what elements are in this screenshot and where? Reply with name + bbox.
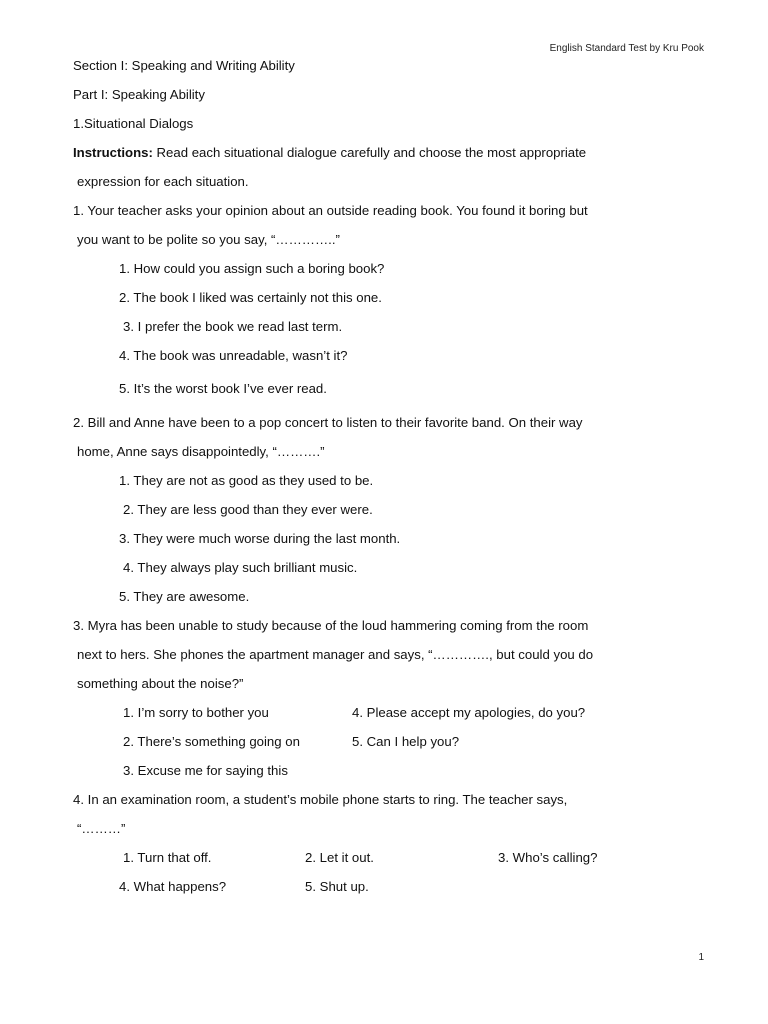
question-1-stem-line-1: 1. Your teacher asks your opinion about an outside reading book. You found it boring but bbox=[73, 203, 588, 218]
question-1-option-4: 4. The book was unreadable, wasn’t it? bbox=[119, 348, 348, 363]
instructions-text: Read each situational dialogue carefully and choose the most appropriate bbox=[156, 145, 587, 160]
question-4-option-2: 2. Let it out. bbox=[305, 850, 374, 865]
question-3-option-2: 2. There’s something going on bbox=[123, 734, 300, 749]
question-3-stem-line-2: next to hers. She phones the apartment manager and says, “…………., but could you do bbox=[77, 647, 594, 662]
question-4-option-1: 1. Turn that off. bbox=[123, 850, 212, 865]
question-1-option-5: 5. It’s the worst book I’ve ever read. bbox=[119, 381, 327, 396]
question-2-option-1: 1. They are not as good as they used to be. bbox=[119, 473, 374, 488]
instructions-line-2: expression for each situation. bbox=[77, 174, 249, 189]
question-4-stem-line-1: 4. In an examination room, a student’s mobile phone starts to ring. The teacher says, bbox=[73, 792, 568, 807]
page-header: English Standard Test by Kru Pook bbox=[549, 43, 704, 54]
section-title: Section I: Speaking and Writing Ability bbox=[73, 58, 295, 73]
question-1-option-1: 1. How could you assign such a boring book? bbox=[119, 261, 385, 276]
instructions-line-1 bbox=[73, 145, 586, 161]
question-2-option-5: 5. They are awesome. bbox=[119, 589, 250, 604]
question-2-option-4: 4. They always play such brilliant music. bbox=[123, 560, 358, 575]
question-4-option-3: 3. Who’s calling? bbox=[498, 850, 598, 865]
question-4-option-4: 4. What happens? bbox=[119, 879, 227, 894]
question-1-option-2: 2. The book I liked was certainly not this one. bbox=[119, 290, 382, 305]
question-1-option-3: 3. I prefer the book we read last term. bbox=[123, 319, 343, 334]
question-3-option-4: 4. Please accept my apologies, do you? bbox=[352, 705, 586, 720]
question-1-stem-line-2: you want to be polite so you say, “…………..” bbox=[77, 232, 340, 247]
instructions-label: Instructions: bbox=[73, 145, 153, 160]
subsection-title: 1.Situational Dialogs bbox=[73, 116, 194, 131]
question-4-stem-line-2: “………” bbox=[77, 821, 126, 836]
part-title: Part I: Speaking Ability bbox=[73, 87, 205, 102]
question-2-option-3: 3. They were much worse during the last month. bbox=[119, 531, 401, 546]
question-3-stem-line-1: 3. Myra has been unable to study because of the loud hammering coming from the room bbox=[73, 618, 589, 633]
question-2-stem-line-1: 2. Bill and Anne have been to a pop concert to listen to their favorite band. On their way bbox=[73, 415, 583, 430]
question-3-option-5: 5. Can I help you? bbox=[352, 734, 460, 749]
question-3-option-3: 3. Excuse me for saying this bbox=[123, 763, 288, 778]
question-4-option-5: 5. Shut up. bbox=[305, 879, 369, 894]
question-2-option-2: 2. They are less good than they ever were. bbox=[123, 502, 373, 517]
question-3-stem-line-3: something about the noise?” bbox=[77, 676, 244, 691]
page-number: 1 bbox=[698, 952, 704, 963]
question-2-stem-line-2: home, Anne says disappointedly, “……….” bbox=[77, 444, 325, 459]
question-3-option-1: 1. I’m sorry to bother you bbox=[123, 705, 269, 720]
